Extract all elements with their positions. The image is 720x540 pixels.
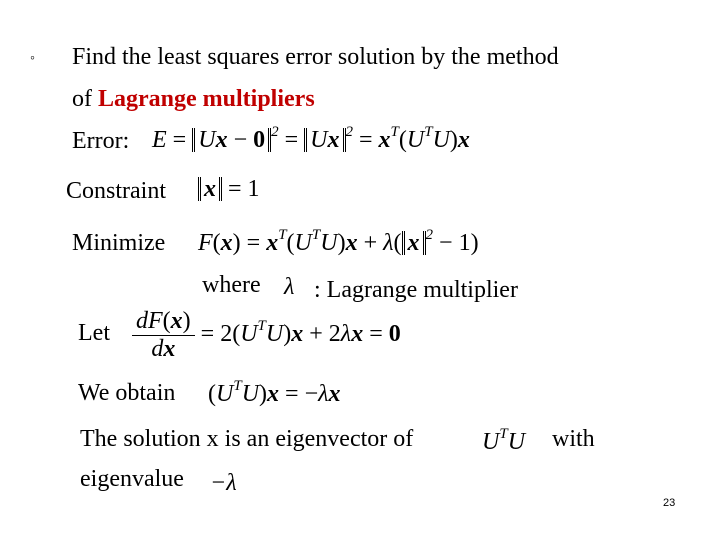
lagrange-multipliers-highlight: Lagrange multipliers [98, 86, 315, 112]
constraint-label: Constraint [66, 178, 166, 204]
bullet-icon: ◦ [30, 51, 35, 66]
minimize-label: Minimize [72, 230, 166, 256]
intro-line-2 [72, 86, 315, 113]
error-equation: E = Ux − 0 $^2$ = Ux $^2 = x^T(U^TU)x$ [152, 124, 470, 153]
objective-equation: $F(x) = x^T(U^TU)x + \lambda$( x $^2$ − 1) [198, 227, 479, 256]
where-label: where [202, 272, 261, 298]
let-label: Let [78, 320, 110, 346]
page-number: 23 [663, 497, 676, 509]
lambda-symbol: λ [284, 274, 295, 300]
negative-lambda: −λ [210, 470, 237, 496]
intro-line-2-prefix: of [72, 86, 98, 112]
utu-matrix: $U^TU$ [482, 426, 526, 455]
error-label: Error: [72, 128, 130, 154]
intro-line-1: Find the least squares error solution by the method [72, 44, 559, 70]
constraint-equation: x = 1 [198, 176, 260, 203]
derivative-equation: $\frac{dF(x)}{dx}$ = $2(U^TU)x + 2\lambda x = 0$ [132, 308, 401, 363]
with-label: with [552, 426, 595, 452]
eigenvalue-label: eigenvalue [80, 466, 184, 492]
obtain-label: We obtain [78, 380, 176, 406]
solution-text: The solution x is an eigenvector of [80, 426, 414, 452]
eigen-equation: $(U^TU)x = -\lambda x$ [208, 378, 341, 407]
lagrange-note: : Lagrange multiplier [314, 277, 518, 303]
